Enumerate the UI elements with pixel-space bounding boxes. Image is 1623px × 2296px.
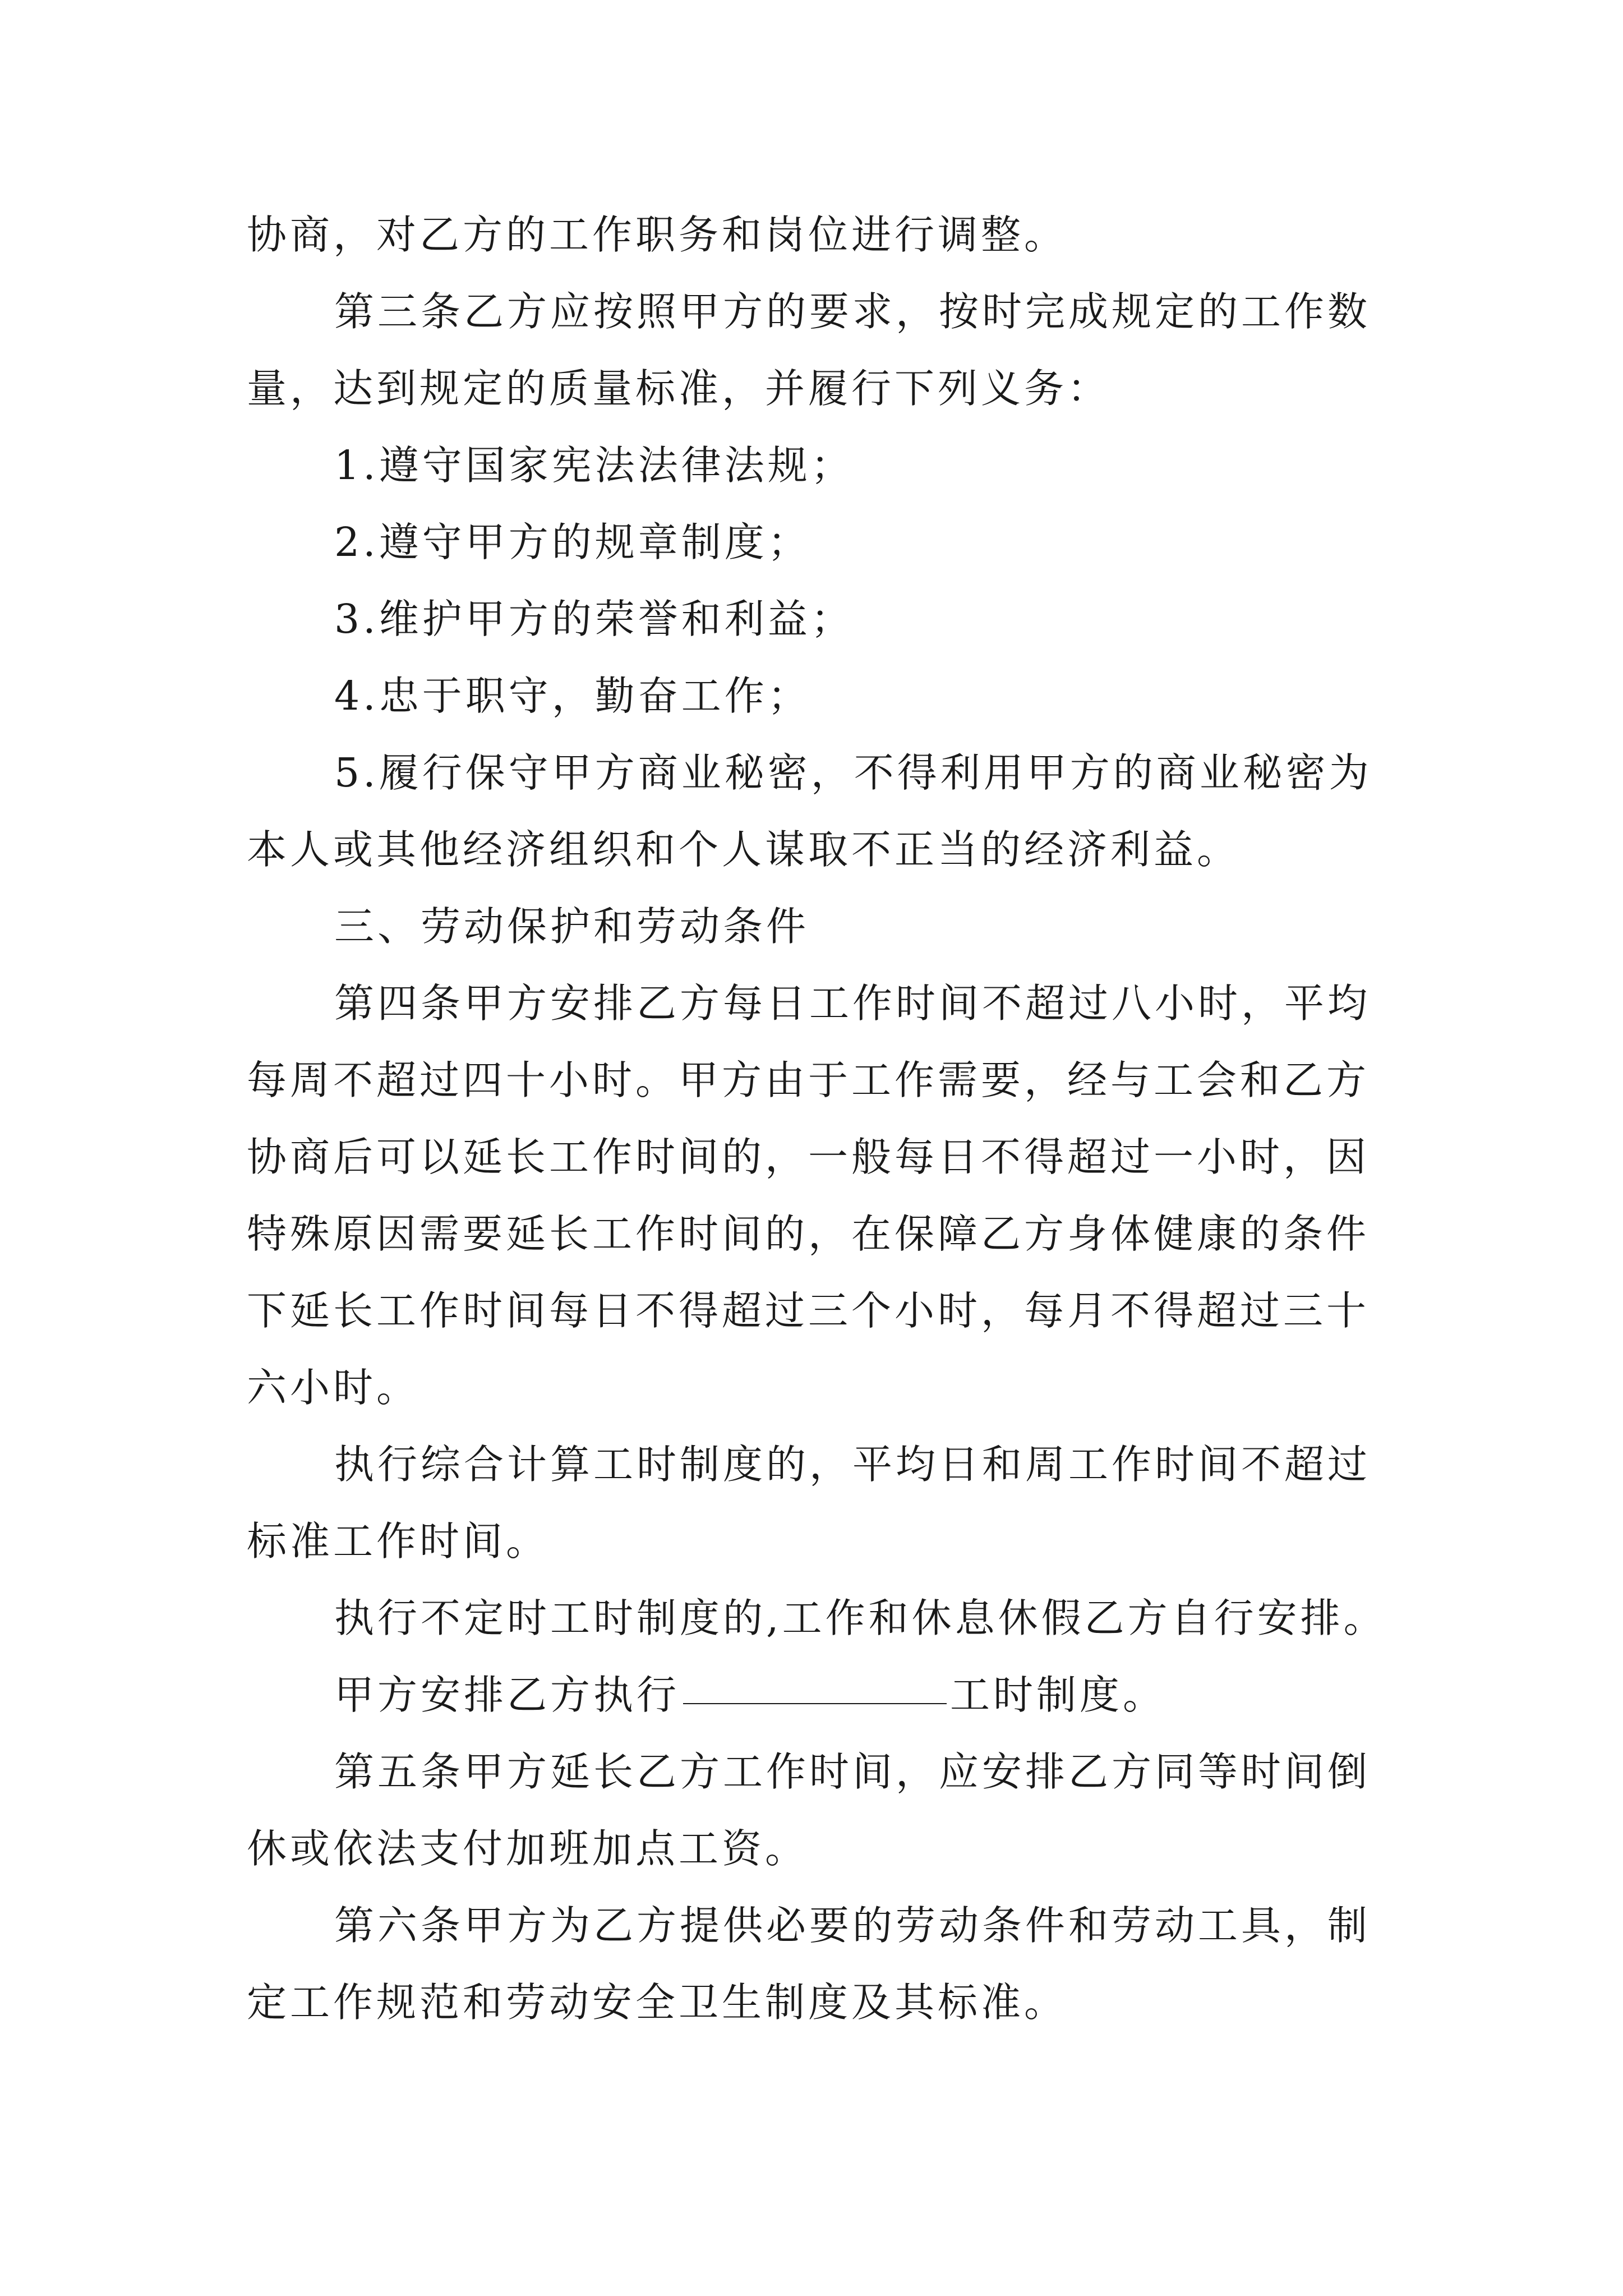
paragraph: 执行综合计算工时制度的，平均日和周工作时间不超过标准工作时间。 xyxy=(247,1441,1371,1565)
paragraph: 第三条乙方应按照甲方的要求，按时完成规定的工作数量，达到规定的质量标准，并履行下列义务： xyxy=(247,288,1371,412)
list-item: 1.遵守国家宪法法律法规； xyxy=(334,442,854,489)
paragraph: 第六条甲方为乙方提供必要的劳动条件和劳动工具，制定工作规范和劳动安全卫生制度及其标准。 xyxy=(247,1902,1371,2026)
list-item: 4.忠于职守，勤奋工作； xyxy=(334,673,811,719)
fill-line-suffix: 工时制度。 xyxy=(950,1672,1166,1718)
fill-in-blank[interactable] xyxy=(683,1669,947,1704)
list-item: 5.履行保守甲方商业秘密，不得利用甲方的商业秘密为本人或其他经济组织和个人谋取不正当的经济利益。 xyxy=(247,749,1372,873)
section-heading: 三、劳动保护和劳动条件 xyxy=(334,903,810,950)
fill-in-paragraph xyxy=(247,1657,1391,1733)
list-item: 2.遵守甲方的规章制度； xyxy=(334,519,811,565)
paragraph: 第四条甲方安排乙方每日工作时间不超过八小时，平均每周不超过四十小时。甲方由于工作需要，经与工会和乙方协商后可以延长工作时间的，一般每日不得超过一小时，因特殊原因需要延长工作时间的，在保障乙方身体健康的条件下延长工作时间每日不得超过三个小时，每月不得超过三十六小时。 xyxy=(247,980,1371,1411)
list-item: 3.维护甲方的荣誉和利益； xyxy=(334,596,854,642)
paragraph: 协商，对乙方的工作职务和岗位进行调整。 xyxy=(247,211,1068,258)
fill-line-prefix: 甲方安排乙方执行 xyxy=(334,1672,680,1718)
paragraph: 执行不定时工时制度的,工作和休息休假乙方自行安排。 xyxy=(334,1595,1387,1641)
document-body xyxy=(247,196,1391,2041)
paragraph: 第五条甲方延长乙方工作时间，应安排乙方同等时间倒休或依法支付加班加点工资。 xyxy=(247,1749,1371,1872)
